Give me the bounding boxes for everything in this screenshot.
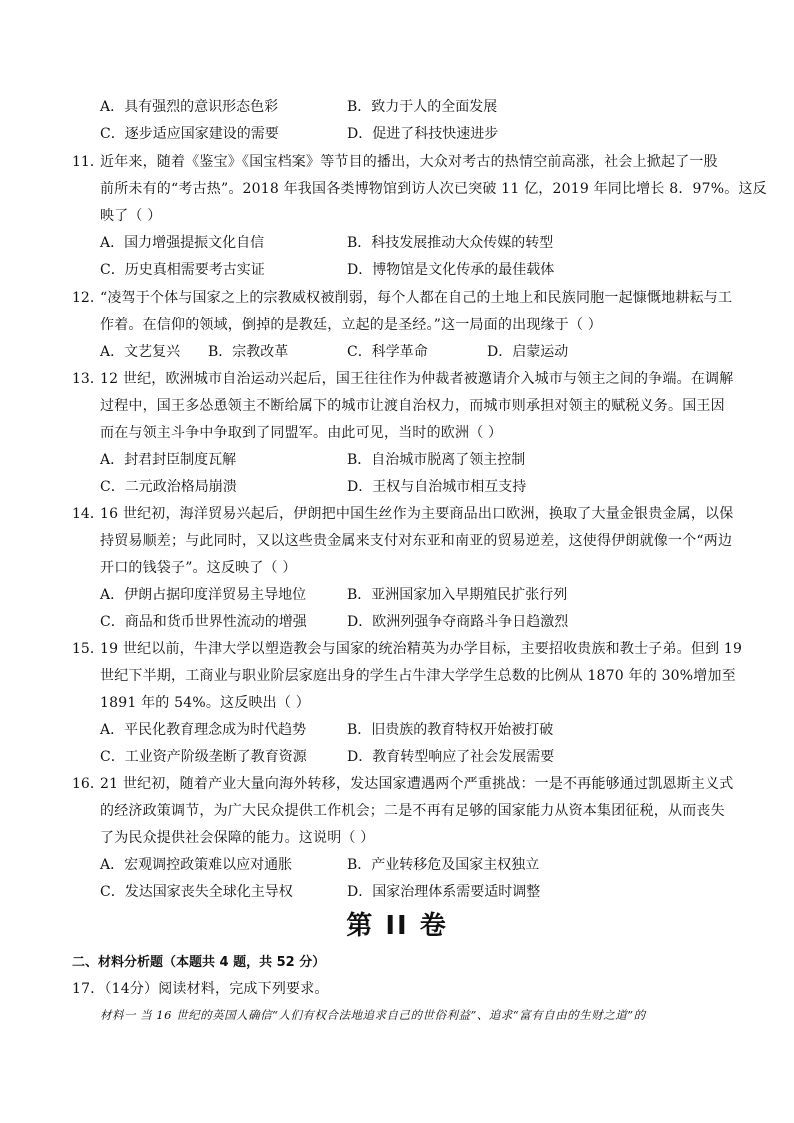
q14-stem-line: 开口的钱袋子”。这反映了（ ） (100, 560, 297, 576)
q16-option-d: D．国家治理体系需要适时调整 (347, 884, 541, 900)
q12-stem-line: “凌驾于个体与国家之上的宗教威权被削弱，每个人都在自己的土地上和民族同胞一起慷慨地耕耘与工 (100, 290, 733, 306)
q11-stem-line: 前所未有的“考古热”。2018 年我国各类博物馆到访人次已突破 11 亿，2019 年同比增长 8．97%。这反 (100, 181, 767, 197)
q12-option-c: C．科学革命 (347, 344, 428, 360)
q10-option-a: A．具有强烈的意识形态色彩 (100, 99, 279, 115)
q13-option-d: D．王权与自治城市相互支持 (347, 479, 527, 495)
q16-option-c: C．发达国家丧失全球化主导权 (100, 884, 293, 900)
q15-option-a: A．平民化教育理念成为时代趋势 (100, 722, 307, 738)
material-one-line: 材料一 当 16 世纪的英国人确信“人们有权合法地追求自己的世俗利益”、追求“富有自由的生财之道”的 (100, 1008, 646, 1022)
q15-number: 15． (72, 641, 104, 657)
q16-option-b: B．产业转移危及国家主权独立 (347, 857, 540, 873)
q12-stem-line: 作着。在信仰的领域，倒掉的是教廷，立起的是圣经。”这一局面的出现缘于（ ） (100, 317, 603, 333)
q14-option-c: C．商品和货币世界性流动的增强 (100, 614, 307, 630)
q16-stem-line: 21 世纪初，随着产业大量向海外转移，发达国家遭遇两个严重挑战：一是不再能够通过凯恩斯主义式 (100, 776, 734, 792)
q11-stem-line: 映了（ ） (100, 208, 162, 224)
q16-option-a: A．宏观调控政策难以应对通胀 (100, 857, 293, 873)
q12-number: 12． (72, 290, 104, 306)
q13-option-c: C．二元政治格局崩溃 (100, 479, 237, 495)
q13-stem-line: 而在与领主斗争中争取到了同盟军。由此可见，当时的欧洲（ ） (100, 425, 503, 441)
q11-stem-line: 近年来，随着《鉴宝》《国宝档案》等节目的播出，大众对考古的热情空前高涨，社会上掀起了一股 (100, 154, 718, 170)
q11-option-d: D．博物馆是文化传承的最佳载体 (347, 262, 555, 278)
q15-stem-line: 1891 年的 54%。这反映出（ ） (100, 695, 310, 711)
q15-stem-line: 世纪下半期，工商业与职业阶层家庭出身的学生占牛津大学学生总数的比例从 1870 年的 30%增加至 (100, 668, 736, 684)
q16-stem-line: 了为民众提供社会保障的能力。这说明（ ） (100, 830, 375, 846)
q13-option-a: A．封君封臣制度瓦解 (100, 452, 237, 468)
q17-heading: 17．（14分）阅读材料，完成下列要求。 (72, 981, 329, 997)
q12-option-b: B．宗教改革 (208, 344, 289, 360)
q15-option-c: C．工业资产阶级垄断了教育资源 (100, 749, 307, 765)
q13-option-b: B．自治城市脱离了领主控制 (347, 452, 526, 468)
q11-option-c: C．历史真相需要考古实证 (100, 262, 265, 278)
q11-option-b: B．科技发展推动大众传媒的转型 (347, 235, 554, 251)
q10-option-b: B．致力于人的全面发展 (347, 99, 498, 115)
q11-option-a: A．国力增强提振文化自信 (100, 235, 265, 251)
q12-option-a: A．文艺复兴 (100, 344, 181, 360)
q15-option-d: D．教育转型响应了社会发展需要 (347, 749, 555, 765)
q10-option-c: C．逐步适应国家建设的需要 (100, 126, 279, 142)
q14-option-d: D．欧洲列强争夺商路斗争日趋激烈 (347, 614, 569, 630)
q14-stem-line: 持贸易顺差；与此同时，又以这些贵金属来支付对东亚和南亚的贸易逆差，这使得伊朗就像一个“两边 (100, 533, 733, 549)
q16-number: 16． (72, 776, 104, 792)
q12-option-d: D．启蒙运动 (487, 344, 569, 360)
q10-option-d: D．促进了科技快速进步 (347, 126, 499, 142)
q14-option-a: A．伊朗占据印度洋贸易主导地位 (100, 587, 307, 603)
q15-stem-line: 19 世纪以前，牛津大学以塑造教会与国家的统治精英为办学目标，主要招收贵族和教士子弟。但到 19 (100, 641, 743, 657)
q14-stem-line: 16 世纪初，海洋贸易兴起后，伊朗把中国生丝作为主要商品出口欧洲，换取了大量金银贵金属，以保 (100, 506, 734, 522)
q16-stem-line: 的经济政策调节，为广大民众提供工作机会；二是不再有足够的国家能力从资本集团征税，从而丧失 (100, 803, 725, 819)
q15-option-b: B．旧贵族的教育特权开始被打破 (347, 722, 554, 738)
q13-stem-line: 12 世纪，欧洲城市自治运动兴起后，国王往往作为仲裁者被邀请介入城市与领主之间的争端。在调解 (100, 371, 734, 387)
q14-number: 14． (72, 506, 104, 522)
q11-number: 11． (72, 154, 104, 170)
q13-stem-line: 过程中，国王多怂恿领主不断给属下的城市让渡自治权力，而城市则承担对领主的赋税义务。国王因 (100, 398, 725, 414)
section-heading: 二、材料分析题（本题共 4 题，共 52 分） (72, 955, 326, 970)
q14-option-b: B．亚洲国家加入早期殖民扩张行列 (347, 587, 568, 603)
q13-number: 13． (72, 371, 104, 387)
part-two-title: 第 II 卷 (346, 911, 448, 941)
